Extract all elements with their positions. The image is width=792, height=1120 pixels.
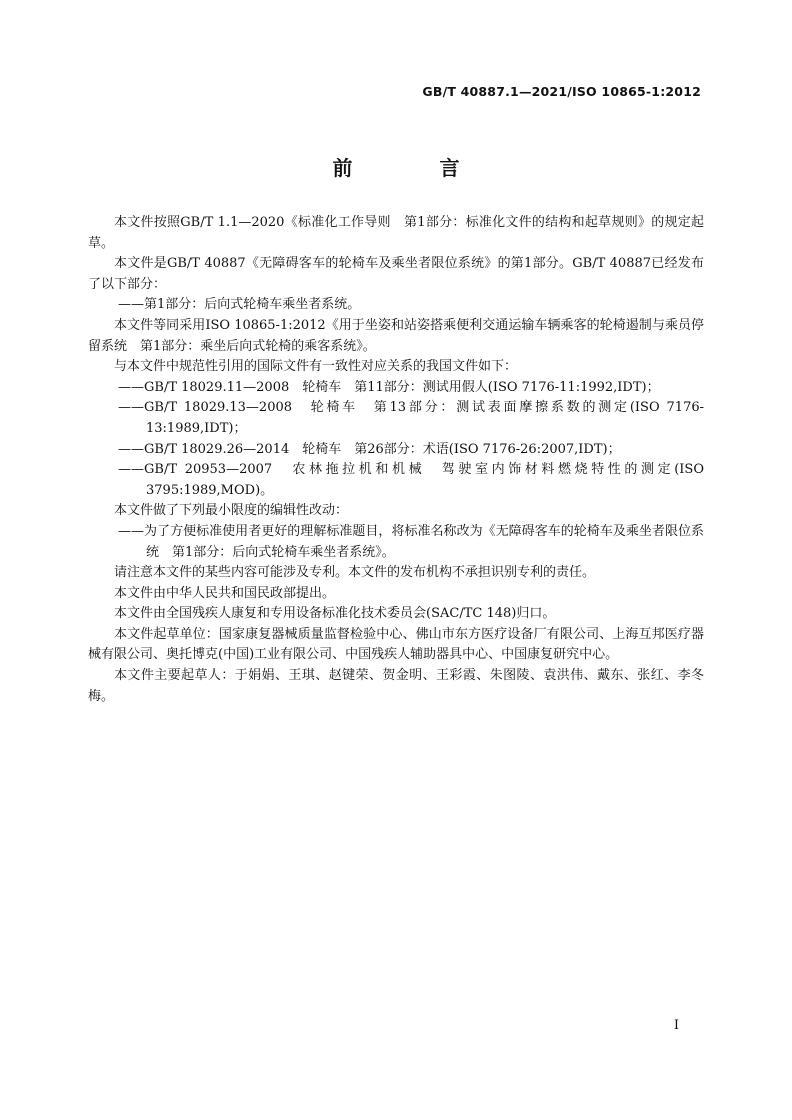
paragraph: 本文件由中华人民共和国民政部提出。 [114, 585, 336, 601]
list-item: ——GB/T 18029.13—2008 轮椅车 第13部分：测试表面摩擦系数的测定(ISO 7176-13:1989,IDT)； [118, 400, 704, 436]
paragraph: 本文件做了下列最小限度的编辑性改动： [114, 503, 349, 519]
page-title: 前 言 [332, 156, 500, 180]
list-item: ——GB/T 20953—2007 农林拖拉机和机械 驾驶室内饰材料燃烧特性的测定(ISO 3795:1989,MOD)。 [118, 462, 704, 498]
list-item: ——GB/T 18029.11—2008 轮椅车 第11部分：测试用假人(ISO 7176-11:1992,IDT)； [118, 379, 660, 395]
paragraph: 本文件等同采用ISO 10865-1:2012《用于坐姿和站姿搭乘便利交通运输车辆乘客的轮椅遏制与乘员停留系统 第1部分：乘坐后向式轮椅的乘客系统》。 [88, 317, 704, 354]
paragraph: 本文件按照GB/T 1.1—2020《标准化工作导则 第1部分：标准化文件的结构和起草规则》的规定起草。 [88, 215, 704, 251]
paragraph: 本文件是GB/T 40887《无障碍客车的轮椅车及乘坐者限位系统》的第1部分。GB/T 40887已经发布了以下部分： [88, 256, 704, 292]
list-item: ——为了方便标准使用者更好的理解标准题目，将标准名称改为《无障碍客车的轮椅车及乘坐者限位系统 第1部分：后向式轮椅车乘坐者系统》。 [118, 523, 704, 560]
page-number: I [673, 1018, 679, 1033]
list-item: ——第1部分：后向式轮椅车乘坐者系统。 [118, 297, 361, 313]
paragraph: 本文件主要起草人：于娟娟、王琪、赵键荣、贺金明、王彩霞、朱图陵、袁洪伟、戴东、张红、李冬梅。 [88, 668, 704, 704]
list-item: ——GB/T 18029.26—2014 轮椅车 第26部分：术语(ISO 7176-26:2007,IDT)； [118, 441, 621, 457]
paragraph: 与本文件中规范性引用的国际文件有一致性对应关系的我国文件如下： [114, 359, 518, 375]
paragraph: 请注意本文件的某些内容可能涉及专利。本文件的发布机构不承担识别专利的责任。 [114, 565, 596, 581]
paragraph: 本文件由全国残疾人康复和专用设备标准化技术委员会(SAC/TC 148)归口。 [114, 606, 556, 622]
document-code-header: GB/T 40887.1—2021/ISO 10865-1:2012 [422, 84, 701, 99]
foreword-body [88, 213, 704, 707]
paragraph: 本文件起草单位：国家康复器械质量监督检验中心、佛山市东方医疗设备厂有限公司、上海互邦医疗器械有限公司、奥托博克(中国)工业有限公司、中国残疾人辅助器具中心、中国康复研究中心。 [88, 626, 704, 663]
